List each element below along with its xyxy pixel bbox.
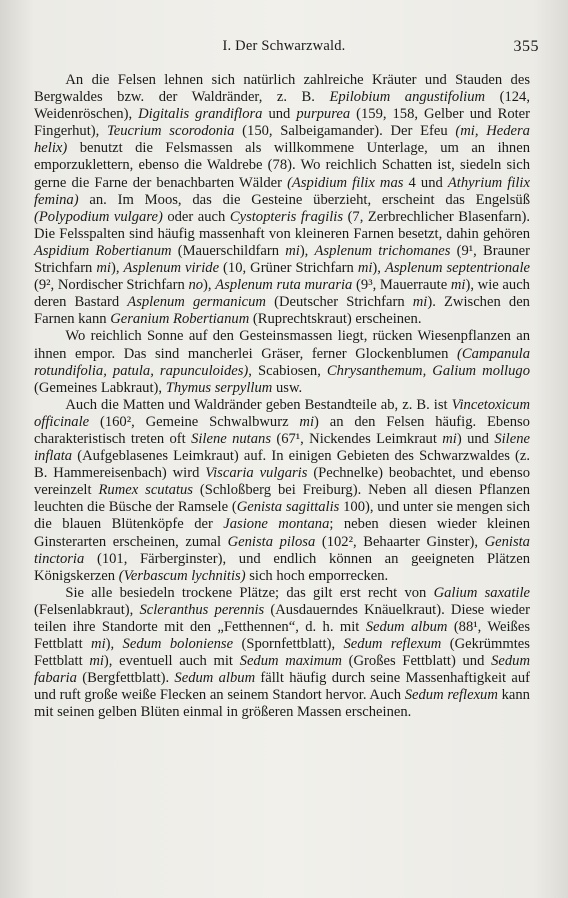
italic-run: Chrysanthemum, Galium mollugo — [326, 362, 530, 379]
text-run: Auch die Matten und Waldränder geben Bestandteile ab, z. B. ist — [65, 396, 452, 413]
text-run: Wo reichlich Sonne auf den Gesteinsmassen liegt, rücken Wiesenpflanzen an ihnen empor. Das sind mancherlei Gräser, ferner Glockenblumen — [34, 328, 530, 362]
text-run: (9¹, Brauner Strichfarn — [34, 242, 530, 277]
text-run: usw. — [272, 379, 303, 396]
text-run: (Gekrümmtes Fettblatt — [34, 636, 530, 670]
italic-run: Athyrium filix femina) — [34, 174, 530, 208]
page-header — [0, 38, 568, 62]
text-run: (159, 158, Gelber und Roter Fingerhut), — [34, 106, 531, 140]
body-text — [34, 72, 530, 722]
text-run: (Bergfettblatt). — [76, 670, 175, 687]
text-run: fällt häufig durch seine Massenhaftigkeit auf und ruft große weiße Flecken an seinem Standort hervor. Auch — [34, 670, 530, 704]
text-run: ), — [110, 260, 124, 277]
italic-run: Sedum boloniense — [122, 636, 234, 653]
text-run: (7, Zerbrechlicher Blasenfarn). Die Felsspalten sind häufig massenhaft von kleineren Farnen besetzt, dahin gehören — [34, 208, 531, 242]
italic-run: Asplenum germanicum — [127, 294, 266, 311]
text-run: ), — [372, 260, 385, 277]
italic-run: mi — [299, 413, 315, 430]
italic-run: Viscaria vulgaris — [205, 465, 308, 482]
italic-run: Sedum reflexum — [343, 636, 442, 653]
italic-run: Sedum maximum — [239, 653, 342, 670]
italic-run: mi — [357, 260, 373, 277]
text-run: (Felsenlabkraut), — [34, 601, 140, 618]
text-run: sich hoch emporrecken. — [245, 567, 389, 584]
italic-run: mi — [442, 430, 457, 447]
text-run: 4 und — [403, 174, 448, 191]
text-run: Sie alle besiedeln trockene Plätze; das gilt erst recht von — [65, 584, 434, 601]
italic-run: (Campanula rotundifolia, patula, rapunculoides) — [34, 345, 530, 379]
text-run: (Spornfettblatt), — [233, 636, 344, 653]
text-run: (Deutscher Strichfarn — [265, 294, 413, 311]
text-run: (10, Grüner Strichfarn — [219, 260, 358, 277]
italic-run: mi — [450, 277, 466, 294]
text-run: (Aufgeblasenes Leimkraut) auf. In einigen Gebieten des Schwarzwaldes (z. B. Hammereisenbach) wird — [34, 448, 530, 482]
italic-run: Genista pilosa — [227, 533, 316, 550]
text-run: ), — [203, 277, 216, 294]
italic-run: (Polypodium vulgare) — [34, 208, 163, 225]
italic-run: Vincetoxicum officinale — [34, 396, 530, 430]
text-run: ), eventuell auch mit — [103, 653, 240, 670]
text-run: (Schloßberg bei Freiburg). Neben all diesen Pflanzen leuchten die Büsche der Ramsele ( — [34, 482, 531, 516]
text-run: kann mit seinen gelben Blüten einmal in größeren Massen erscheinen. — [34, 687, 530, 721]
italic-run: Asplenum septentrionale — [384, 260, 530, 277]
text-run: (88¹, Weißes Fettblatt — [34, 619, 530, 653]
italic-run: Cystopteris fragilis — [229, 208, 344, 225]
italic-run: (Aspidium filix mas — [287, 174, 404, 191]
italic-run: purpurea — [296, 106, 351, 123]
italic-run: mi — [91, 636, 106, 653]
text-run: benutzt die Felsmassen als willkommene Unterlage, um an ihnen emporzuklettern, ebenso die Waldrebe (78). Wo reichlich Schatten ist, siedeln sich gerne die Farne der benachbarten Wälder — [34, 140, 530, 191]
text-run: (Großes Fettblatt) und — [341, 653, 492, 670]
italic-run: Jasione montana — [223, 516, 330, 533]
italic-run: Scleranthus perennis — [139, 601, 265, 618]
italic-run: Teucrium scorodonia — [106, 123, 235, 140]
text-run: 100), und unter sie mengen sich die blauen Blütenköpfe der — [34, 499, 530, 533]
italic-run: Thymus serpyllum — [165, 379, 273, 396]
italic-run: mi — [89, 653, 104, 670]
text-run: (9², Nordischer Strichfarn — [34, 277, 189, 294]
italic-run: Geranium Robertianum — [110, 311, 250, 328]
text-run: , Scabiosen, — [248, 362, 327, 379]
italic-run: Rumex scutatus — [98, 482, 193, 499]
italic-run: Asplenum trichomanes — [314, 242, 451, 259]
italic-run: Silene nutans — [191, 430, 271, 447]
italic-run: Silene inflata — [34, 430, 530, 465]
text-run: (9³, Mauerraute — [352, 277, 451, 294]
italic-run: mi — [412, 294, 428, 311]
italic-run: Galium saxatile — [433, 584, 530, 601]
italic-run: (Verbascum lychnitis) — [118, 567, 246, 584]
italic-run: Sedum album — [174, 670, 256, 687]
page-number: 355 — [513, 38, 539, 55]
text-run: (150, Salbeigamander). Der Efeu — [234, 123, 456, 140]
text-run: ), wie auch deren Bastard — [34, 277, 530, 311]
italic-run: Aspidium Robertianum — [34, 242, 172, 259]
text-run: (102², Behaarter Ginster), — [315, 533, 485, 550]
italic-run: Digitalis grandiflora — [138, 106, 263, 123]
text-run: An die Felsen lehnen sich natürlich zahlreiche Kräuter und Stauden des Bergwaldes bzw. der Waldränder, z. B. — [34, 72, 530, 106]
text-run: (101, Färberginster), und endlich können an geeigneten Plätzen Königskerzen — [34, 550, 530, 584]
italic-run: Epilobium angustifolium — [329, 89, 486, 106]
text-run: (Gemeines Labkraut), — [34, 379, 166, 396]
text-run: (124, Weidenröschen), — [34, 89, 530, 123]
text-run: (Ausdauerndes Knäuelkraut). Diese wieder teilen ihre Standorte mit den „Fetthennen“, d. h. mit — [34, 601, 530, 635]
text-run: ; neben diesen wieder kleinen Ginsterarten erscheinen, zumal — [34, 516, 531, 550]
italic-run: Asplenum ruta muraria — [215, 277, 353, 294]
text-run: ) und — [456, 430, 495, 447]
running-head: I. Der Schwarzwald. — [222, 38, 346, 54]
text-run: ). Zwischen den Farnen kann — [34, 294, 530, 328]
text-run: (Pechnelke) beobachtet, und ebenso vereinzelt — [34, 465, 531, 499]
text-run: (Mauerschildfarn — [171, 242, 286, 259]
italic-run: Sedum album — [365, 619, 448, 635]
italic-run: mi — [285, 242, 300, 259]
text-run: oder auch — [162, 208, 230, 225]
text-run: (Ruprechtskraut) erscheinen. — [249, 311, 422, 328]
text-run: und — [262, 106, 297, 123]
italic-run: Genista tinctoria — [34, 533, 530, 567]
paragraph-forest-edge-plants — [34, 397, 530, 585]
paragraph-meadow-plants — [34, 328, 530, 396]
paragraph-dry-site-plants — [34, 585, 530, 722]
italic-run: Genista sagittalis — [236, 499, 340, 516]
text-run: an. Im Moos, das die Gesteine überzieht, erscheint das Engelsüß — [78, 191, 530, 208]
text-run: ) an den Felsen häufig. Ebenso charakteristisch treten oft — [34, 413, 530, 447]
italic-run: Sedum fabaria — [34, 653, 530, 687]
text-run: ), — [105, 636, 123, 653]
text-run: (160², Gemeine Schwalbwurz — [89, 413, 300, 430]
paragraph-rock-plants — [34, 72, 530, 328]
italic-run: Sedum reflexum — [404, 687, 498, 704]
italic-run: no — [188, 277, 204, 294]
text-run: ), — [299, 242, 315, 259]
italic-run: (mi, Hedera helix) — [34, 123, 530, 157]
italic-run: Asplenum viride — [123, 260, 220, 277]
italic-run: mi — [96, 260, 111, 277]
text-run: (67¹, Nickendes Leimkraut — [271, 430, 443, 447]
